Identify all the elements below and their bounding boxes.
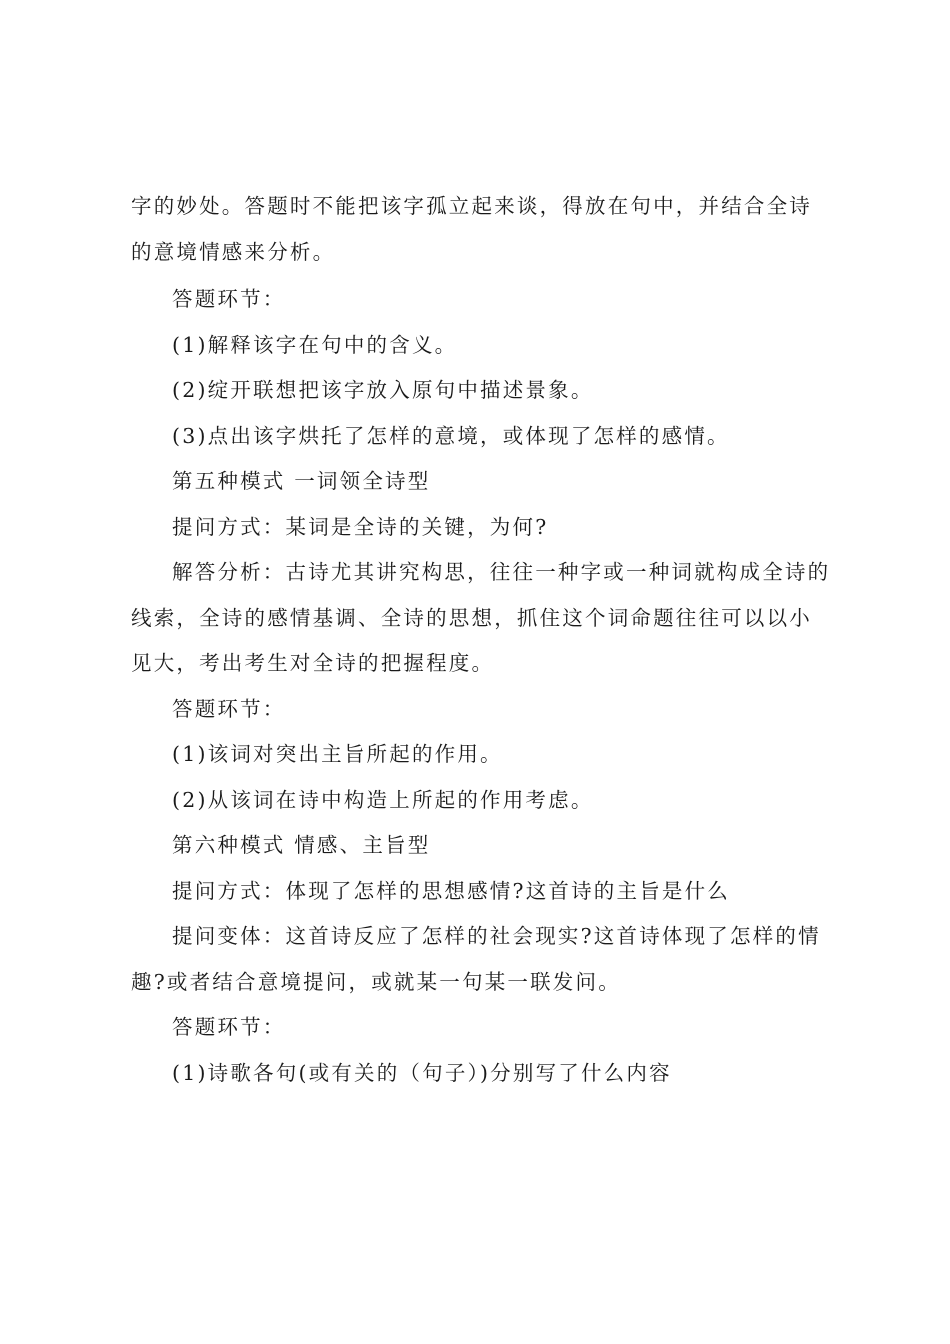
paragraph-mode-5-heading: 第五种模式 一词领全诗型	[172, 469, 431, 493]
paragraph-step-2-associate-scene: (2)绽开联想把该字放入原句中描述景象。	[172, 378, 594, 402]
paragraph-answer-steps-heading-3: 答题环节：	[172, 1015, 286, 1039]
paragraph-answer-steps-heading-2: 答题环节：	[172, 696, 286, 721]
paragraph-mode-5-step-2: (2)从该词在诗中构造上所起的作用考虑。	[172, 787, 594, 812]
paragraph-mode-6-heading: 第六种模式 情感、主旨型	[172, 833, 431, 857]
paragraph-mode-6-question-variant: 提问变体：这首诗反应了怎样的社会现实?这首诗体现了怎样的情趣?或者结合意境提问，或就某一句某一联发问。	[131, 924, 821, 994]
document-body	[131, 184, 831, 1096]
paragraph-step-3-mood-emotion: (3)点出该字烘托了怎样的意境，或体现了怎样的感情。	[172, 423, 730, 448]
paragraph-mode-5-step-1: (1)该词对突出主旨所起的作用。	[172, 742, 503, 766]
paragraph-step-1-explain-word: (1)解释该字在句中的含义。	[172, 332, 458, 357]
paragraph-mode-6-question: 提问方式：体现了怎样的思想感情?这首诗的主旨是什么	[172, 878, 730, 903]
paragraph-word-effect-continued: 字的妙处。答题时不能把该字孤立起来谈，得放在句中，并结合全诗的意境情感来分析。	[131, 194, 812, 264]
paragraph-mode-6-step-1: (1)诗歌各句(或有关的（句子）)分别写了什么内容	[172, 1060, 672, 1085]
paragraph-mode-5-question: 提问方式：某词是全诗的关键，为何?	[172, 514, 549, 539]
paragraph-mode-5-analysis: 解答分析：古诗尤其讲究构思，往往一种字或一种词就构成全诗的线索，全诗的感情基调、全诗的思想，抓住这个词命题往往可以以小见大，考出考生对全诗的把握程度。	[131, 560, 831, 675]
paragraph-answer-steps-heading-1: 答题环节：	[172, 287, 286, 311]
